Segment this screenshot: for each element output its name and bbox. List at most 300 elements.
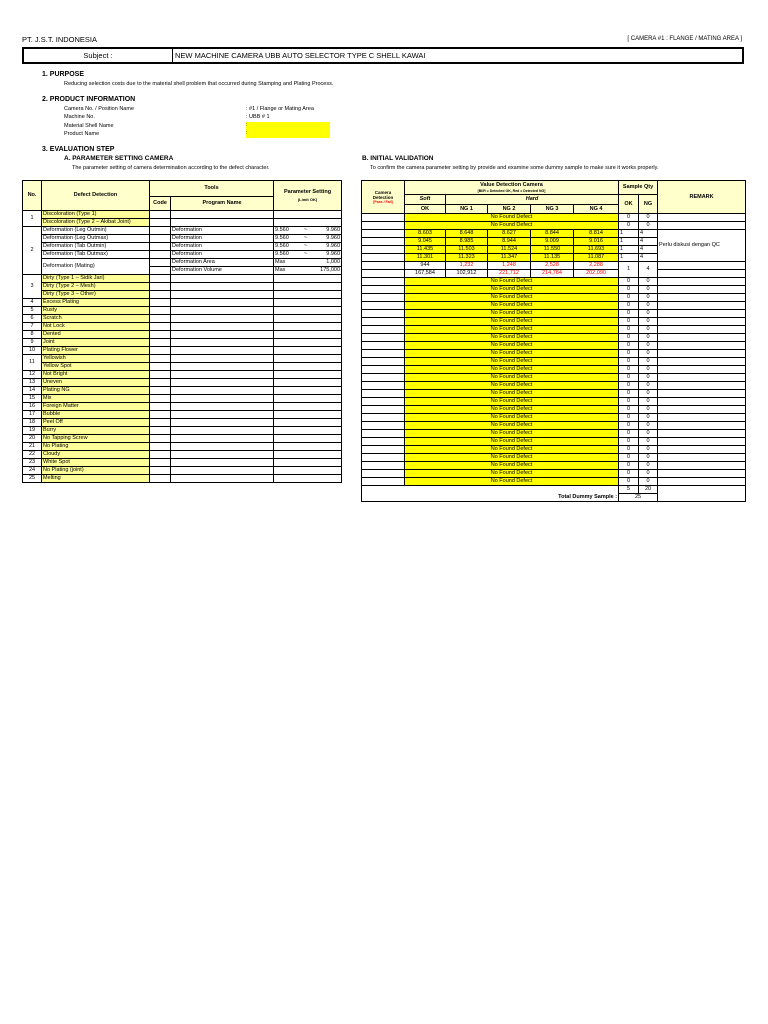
table-row <box>23 339 342 347</box>
row-param-sep <box>300 411 312 419</box>
row-program <box>171 387 274 395</box>
value-cell: 11.347 <box>488 254 531 262</box>
table-row <box>362 406 746 414</box>
no-found-defect: No Found Defect <box>405 438 619 446</box>
row-no: 16 <box>23 403 42 411</box>
row-defect: Not Bright <box>42 371 150 379</box>
row-param-high <box>312 323 342 331</box>
row-detection-result <box>362 286 405 294</box>
remark-cell <box>658 358 746 366</box>
total-sample-row <box>362 494 746 502</box>
table-row <box>23 355 342 363</box>
row-defect: Uneven <box>42 379 150 387</box>
value-cell: 2,528 <box>531 262 574 270</box>
row-detection-result <box>362 238 405 246</box>
row-param-low <box>274 339 300 347</box>
row-detection-result <box>362 294 405 302</box>
row-code <box>150 475 171 483</box>
row-param-sep <box>300 451 312 459</box>
col-ng2: NG 2 <box>488 205 531 214</box>
row-param-low <box>274 315 300 323</box>
row-param-sep <box>300 371 312 379</box>
row-param-high: 9.960 <box>312 235 342 243</box>
table-row <box>23 291 342 299</box>
row-no: 6 <box>23 315 42 323</box>
row-param-sep <box>300 379 312 387</box>
remark-cell <box>658 262 746 270</box>
value-cell: 102,912 <box>446 270 488 278</box>
value-cell: 1,232 <box>446 262 488 270</box>
row-program: Deformation Area <box>171 259 274 267</box>
row-detection-result <box>362 398 405 406</box>
sample-ok: 1 <box>619 254 639 262</box>
sample-ng: 0 <box>639 358 658 366</box>
row-param-high <box>312 379 342 387</box>
table-row <box>23 411 342 419</box>
row-param-sep <box>300 395 312 403</box>
product-info-title: 2. PRODUCT INFORMATION <box>42 96 136 103</box>
row-program <box>171 331 274 339</box>
table-row <box>362 326 746 334</box>
row-detection-result <box>362 222 405 230</box>
row-param-sep <box>300 435 312 443</box>
row-param-high <box>312 315 342 323</box>
value-cell: 11.435 <box>405 246 446 254</box>
row-detection-result <box>362 414 405 422</box>
no-found-defect: No Found Defect <box>405 278 619 286</box>
row-param-low <box>274 403 300 411</box>
table-row <box>23 227 342 235</box>
remark-cell <box>658 294 746 302</box>
col-hard: Hard <box>446 195 619 205</box>
sample-ng: 0 <box>639 302 658 310</box>
row-param-sep <box>300 443 312 451</box>
table-row <box>362 446 746 454</box>
sample-ok: 0 <box>619 326 639 334</box>
row-code <box>150 379 171 387</box>
total-remark-2 <box>658 494 746 502</box>
sample-ok: 0 <box>619 478 639 486</box>
row-param-high <box>312 211 342 219</box>
value-cell: 221,712 <box>488 270 531 278</box>
row-param-sep <box>300 363 312 371</box>
remark-cell <box>658 334 746 342</box>
table-row <box>23 315 342 323</box>
row-param-high <box>312 291 342 299</box>
row-param-sep <box>300 291 312 299</box>
value-cell: 11.524 <box>488 246 531 254</box>
sample-ok: 0 <box>619 390 639 398</box>
row-no: 19 <box>23 427 42 435</box>
row-detection-result <box>362 374 405 382</box>
param-header: Parameter Setting <box>283 188 332 195</box>
value-cell: 11.301 <box>405 254 446 262</box>
row-program <box>171 395 274 403</box>
row-no: 25 <box>23 475 42 483</box>
remark-cell <box>658 406 746 414</box>
sample-ng: 0 <box>639 366 658 374</box>
value-header: Value Detection Camera <box>480 181 543 188</box>
row-program <box>171 307 274 315</box>
remark-cell <box>658 374 746 382</box>
row-program <box>171 403 274 411</box>
row-param-sep <box>300 347 312 355</box>
row-detection-result <box>362 326 405 334</box>
no-found-defect: No Found Defect <box>405 302 619 310</box>
row-detection-result <box>362 470 405 478</box>
row-code <box>150 339 171 347</box>
table-row <box>23 307 342 315</box>
sample-ng: 0 <box>639 382 658 390</box>
row-code <box>150 235 171 243</box>
row-param-sep: ~ <box>300 227 312 235</box>
value-cell: 8.814 <box>574 230 619 238</box>
param-setting-title: A. PARAMETER SETTING CAMERA <box>64 155 174 162</box>
no-found-defect: No Found Defect <box>405 414 619 422</box>
row-param-high <box>312 411 342 419</box>
row-detection-result <box>362 310 405 318</box>
param-subheader: (Limit OK) <box>297 196 318 202</box>
sample-ng: 0 <box>639 390 658 398</box>
sample-ok: 0 <box>619 358 639 366</box>
row-code <box>150 419 171 427</box>
row-program <box>171 435 274 443</box>
row-no: 10 <box>23 347 42 355</box>
no-found-defect: No Found Defect <box>405 286 619 294</box>
row-program: Deformation <box>171 235 274 243</box>
row-no: 9 <box>23 339 42 347</box>
value-cell: 8.603 <box>405 230 446 238</box>
sample-ok: 0 <box>619 462 639 470</box>
row-defect: Yellow Spot <box>42 363 150 371</box>
total-remark <box>658 486 746 494</box>
row-param-low <box>274 307 300 315</box>
subject-value: NEW MACHINE CAMERA UBB AUTO SELECTOR TYPE C SHELL KAWAI <box>175 51 426 60</box>
row-param-high <box>312 395 342 403</box>
row-param-sep <box>300 459 312 467</box>
row-no: 4 <box>23 299 42 307</box>
parameter-table-body <box>23 211 342 483</box>
row-param-high <box>312 347 342 355</box>
row-no: 14 <box>23 387 42 395</box>
row-param-low <box>274 395 300 403</box>
no-found-defect: No Found Defect <box>405 350 619 358</box>
row-defect: Bubble <box>42 411 150 419</box>
row-defect: Joint <box>42 339 150 347</box>
row-program <box>171 355 274 363</box>
row-param-sep <box>300 387 312 395</box>
row-code <box>150 427 171 435</box>
table-row <box>23 363 342 371</box>
remark-cell <box>658 446 746 454</box>
value-cell: 9.009 <box>531 238 574 246</box>
row-no: 17 <box>23 411 42 419</box>
table-row <box>362 366 746 374</box>
row-defect: Dirty (Type 2 – Mesh) <box>42 283 150 291</box>
remark-cell <box>658 470 746 478</box>
no-found-defect: No Found Defect <box>405 398 619 406</box>
camera-header: Camera <box>374 189 392 195</box>
sample-ok: 0 <box>619 446 639 454</box>
sample-ok: 0 <box>619 318 639 326</box>
table-row <box>362 382 746 390</box>
row-param-low: 9.560 <box>274 235 300 243</box>
row-no: 13 <box>23 379 42 387</box>
remark-cell <box>658 278 746 286</box>
row-detection-result <box>362 230 405 238</box>
table-row <box>23 331 342 339</box>
row-program <box>171 291 274 299</box>
sample-ok: 0 <box>619 430 639 438</box>
sample-ok: 0 <box>619 406 639 414</box>
row-param-high: 9.960 <box>312 227 342 235</box>
sample-ok: 0 <box>619 366 639 374</box>
row-code <box>150 435 171 443</box>
row-defect: Mix <box>42 395 150 403</box>
purpose-title: 1. PURPOSE <box>42 71 85 78</box>
table-row <box>362 262 746 270</box>
row-param-low <box>274 371 300 379</box>
no-found-defect: No Found Defect <box>405 374 619 382</box>
row-code <box>150 363 171 371</box>
remark-cell <box>658 430 746 438</box>
evaluation-title: 3. EVALUATION STEP <box>42 146 115 153</box>
row-detection-result <box>362 254 405 262</box>
sample-ok: 0 <box>619 278 639 286</box>
row-param-low <box>274 219 300 227</box>
row-param-low <box>274 419 300 427</box>
table-row <box>23 323 342 331</box>
row-code <box>150 395 171 403</box>
table-row <box>362 422 746 430</box>
sample-ng: 4 <box>639 230 658 238</box>
no-found-defect: No Found Defect <box>405 406 619 414</box>
row-program <box>171 219 274 227</box>
row-param-low <box>274 275 300 283</box>
sample-ng: 0 <box>639 406 658 414</box>
no-found-defect: No Found Defect <box>405 334 619 342</box>
table-row <box>23 395 342 403</box>
row-detection-result <box>362 342 405 350</box>
row-param-sep <box>300 275 312 283</box>
initial-validation-text: To confirm the camera parameter setting by provide and examine some dummy sample to make sure it works properly. <box>370 165 659 171</box>
table-row <box>23 435 342 443</box>
sample-ng: 0 <box>639 398 658 406</box>
total-sample-label: Total Dummy Sample : <box>362 494 619 502</box>
remark-cell <box>658 422 746 430</box>
row-param-high <box>312 403 342 411</box>
table-row <box>362 342 746 350</box>
value-cell: 8.648 <box>446 230 488 238</box>
sample-ok: 0 <box>619 438 639 446</box>
sample-ng: 0 <box>639 470 658 478</box>
remark-cell <box>658 382 746 390</box>
sample-ok: 0 <box>619 294 639 302</box>
row-detection-result <box>362 390 405 398</box>
row-param-sep <box>300 323 312 331</box>
initial-validation-title: B. INITIAL VALIDATION <box>362 155 434 162</box>
row-param-high <box>312 275 342 283</box>
row-no: 12 <box>23 371 42 379</box>
row-program <box>171 339 274 347</box>
row-detection-result <box>362 358 405 366</box>
sample-ok: 0 <box>619 310 639 318</box>
row-program <box>171 323 274 331</box>
col-param <box>274 181 342 211</box>
table-row <box>23 387 342 395</box>
value-cell: 9.016 <box>574 238 619 246</box>
row-no: 5 <box>23 307 42 315</box>
remark-cell <box>658 214 746 222</box>
col-camera-detection <box>362 181 405 214</box>
row-param-high <box>312 435 342 443</box>
camera-no-label: Camera No. / Position Name <box>64 106 134 112</box>
sample-ok: 0 <box>619 470 639 478</box>
col-no: No. <box>23 181 42 211</box>
row-param-high <box>312 219 342 227</box>
row-detection-result <box>362 382 405 390</box>
row-program <box>171 451 274 459</box>
sample-ng: 4 <box>639 246 658 254</box>
parameter-setting-table <box>22 180 342 483</box>
row-detection-result <box>362 302 405 310</box>
sample-ng: 0 <box>639 310 658 318</box>
row-detection-result <box>362 438 405 446</box>
row-param-low: Max <box>274 267 300 275</box>
no-found-defect: No Found Defect <box>405 326 619 334</box>
sample-ng: 0 <box>639 478 658 486</box>
row-param-high <box>312 387 342 395</box>
remark-cell <box>658 350 746 358</box>
row-program <box>171 419 274 427</box>
sample-ok: 1 <box>619 230 639 238</box>
sample-ng: 0 <box>639 214 658 222</box>
sample-ng: 0 <box>639 438 658 446</box>
param-setting-text: The parameter setting of camera determination according to the defect character. <box>72 165 270 171</box>
remark-cell <box>658 222 746 230</box>
sample-ok: 0 <box>619 414 639 422</box>
row-param-sep <box>300 339 312 347</box>
row-param-low <box>274 379 300 387</box>
table-row <box>362 462 746 470</box>
row-param-high <box>312 427 342 435</box>
row-code <box>150 227 171 235</box>
col-remark: REMARK <box>658 181 746 214</box>
row-program <box>171 411 274 419</box>
no-found-defect: No Found Defect <box>405 422 619 430</box>
no-found-defect: No Found Defect <box>405 446 619 454</box>
table-row <box>362 222 746 230</box>
totals-blank <box>362 486 619 494</box>
row-param-high <box>312 363 342 371</box>
table-row <box>23 275 342 283</box>
table-row <box>23 403 342 411</box>
row-code <box>150 283 171 291</box>
row-defect: Melting <box>42 475 150 483</box>
row-param-low <box>274 427 300 435</box>
sample-ok: 0 <box>619 374 639 382</box>
row-program: Deformation <box>171 251 274 259</box>
row-param-low <box>274 299 300 307</box>
sample-ng: 0 <box>639 430 658 438</box>
col-sample-qty: Sample Qty <box>619 181 658 195</box>
remark-cell <box>658 390 746 398</box>
row-code <box>150 323 171 331</box>
sample-ng: 0 <box>639 422 658 430</box>
row-detection-result <box>362 446 405 454</box>
row-param-sep <box>300 355 312 363</box>
row-param-high <box>312 299 342 307</box>
row-param-high: 175,000 <box>312 267 342 275</box>
col-ng4: NG 4 <box>574 205 619 214</box>
value-cell: 202,090 <box>574 270 619 278</box>
row-no: 22 <box>23 451 42 459</box>
table-row <box>23 459 342 467</box>
row-code <box>150 403 171 411</box>
row-param-sep <box>300 267 312 275</box>
table-row <box>362 438 746 446</box>
col-value-detection <box>405 181 619 195</box>
row-no: 18 <box>23 419 42 427</box>
row-param-sep <box>300 427 312 435</box>
row-detection-result <box>362 462 405 470</box>
camera-area-label: [ CAMERA #1 : FLANGE / MATING AREA ] <box>627 36 742 42</box>
row-defect: Discoloration (Type 2 – Akibat Joint) <box>42 219 150 227</box>
no-found-defect: No Found Defect <box>405 462 619 470</box>
table-row <box>362 270 746 278</box>
sample-ng: 0 <box>639 342 658 350</box>
sample-ok: 0 <box>619 302 639 310</box>
row-defect: Plating Flower <box>42 347 150 355</box>
row-defect: Plating NG <box>42 387 150 395</box>
table-row <box>23 211 342 219</box>
row-code <box>150 211 171 219</box>
row-detection-result <box>362 478 405 486</box>
row-program <box>171 299 274 307</box>
row-code <box>150 219 171 227</box>
row-no: 24 <box>23 467 42 475</box>
remark-cell <box>658 270 746 278</box>
camera-no-value: : #1 / Flange or Mating Area <box>246 106 314 112</box>
no-found-defect: No Found Defect <box>405 366 619 374</box>
row-param-sep <box>300 419 312 427</box>
subject-label: Subject : <box>24 49 173 62</box>
row-program <box>171 211 274 219</box>
row-defect: Deformation (Leg Outmin) <box>42 227 150 235</box>
row-program <box>171 275 274 283</box>
row-program <box>171 475 274 483</box>
row-program <box>171 363 274 371</box>
row-defect: No Plating (joint) <box>42 467 150 475</box>
row-param-low <box>274 211 300 219</box>
row-defect: No Tapping Screw <box>42 435 150 443</box>
sample-ok: 1 <box>619 262 639 278</box>
table-row <box>362 310 746 318</box>
sample-ok: 0 <box>619 286 639 294</box>
no-found-defect: No Found Defect <box>405 478 619 486</box>
row-param-high <box>312 443 342 451</box>
row-program: Deformation Volume <box>171 267 274 275</box>
row-detection-result <box>362 318 405 326</box>
remark-cell <box>658 326 746 334</box>
row-defect: Deformation (Tab Outmin) <box>42 243 150 251</box>
row-param-low <box>274 291 300 299</box>
table-row <box>23 299 342 307</box>
table-row <box>362 358 746 366</box>
sample-ok: 1 <box>619 246 639 254</box>
table-row <box>23 467 342 475</box>
row-param-high <box>312 475 342 483</box>
